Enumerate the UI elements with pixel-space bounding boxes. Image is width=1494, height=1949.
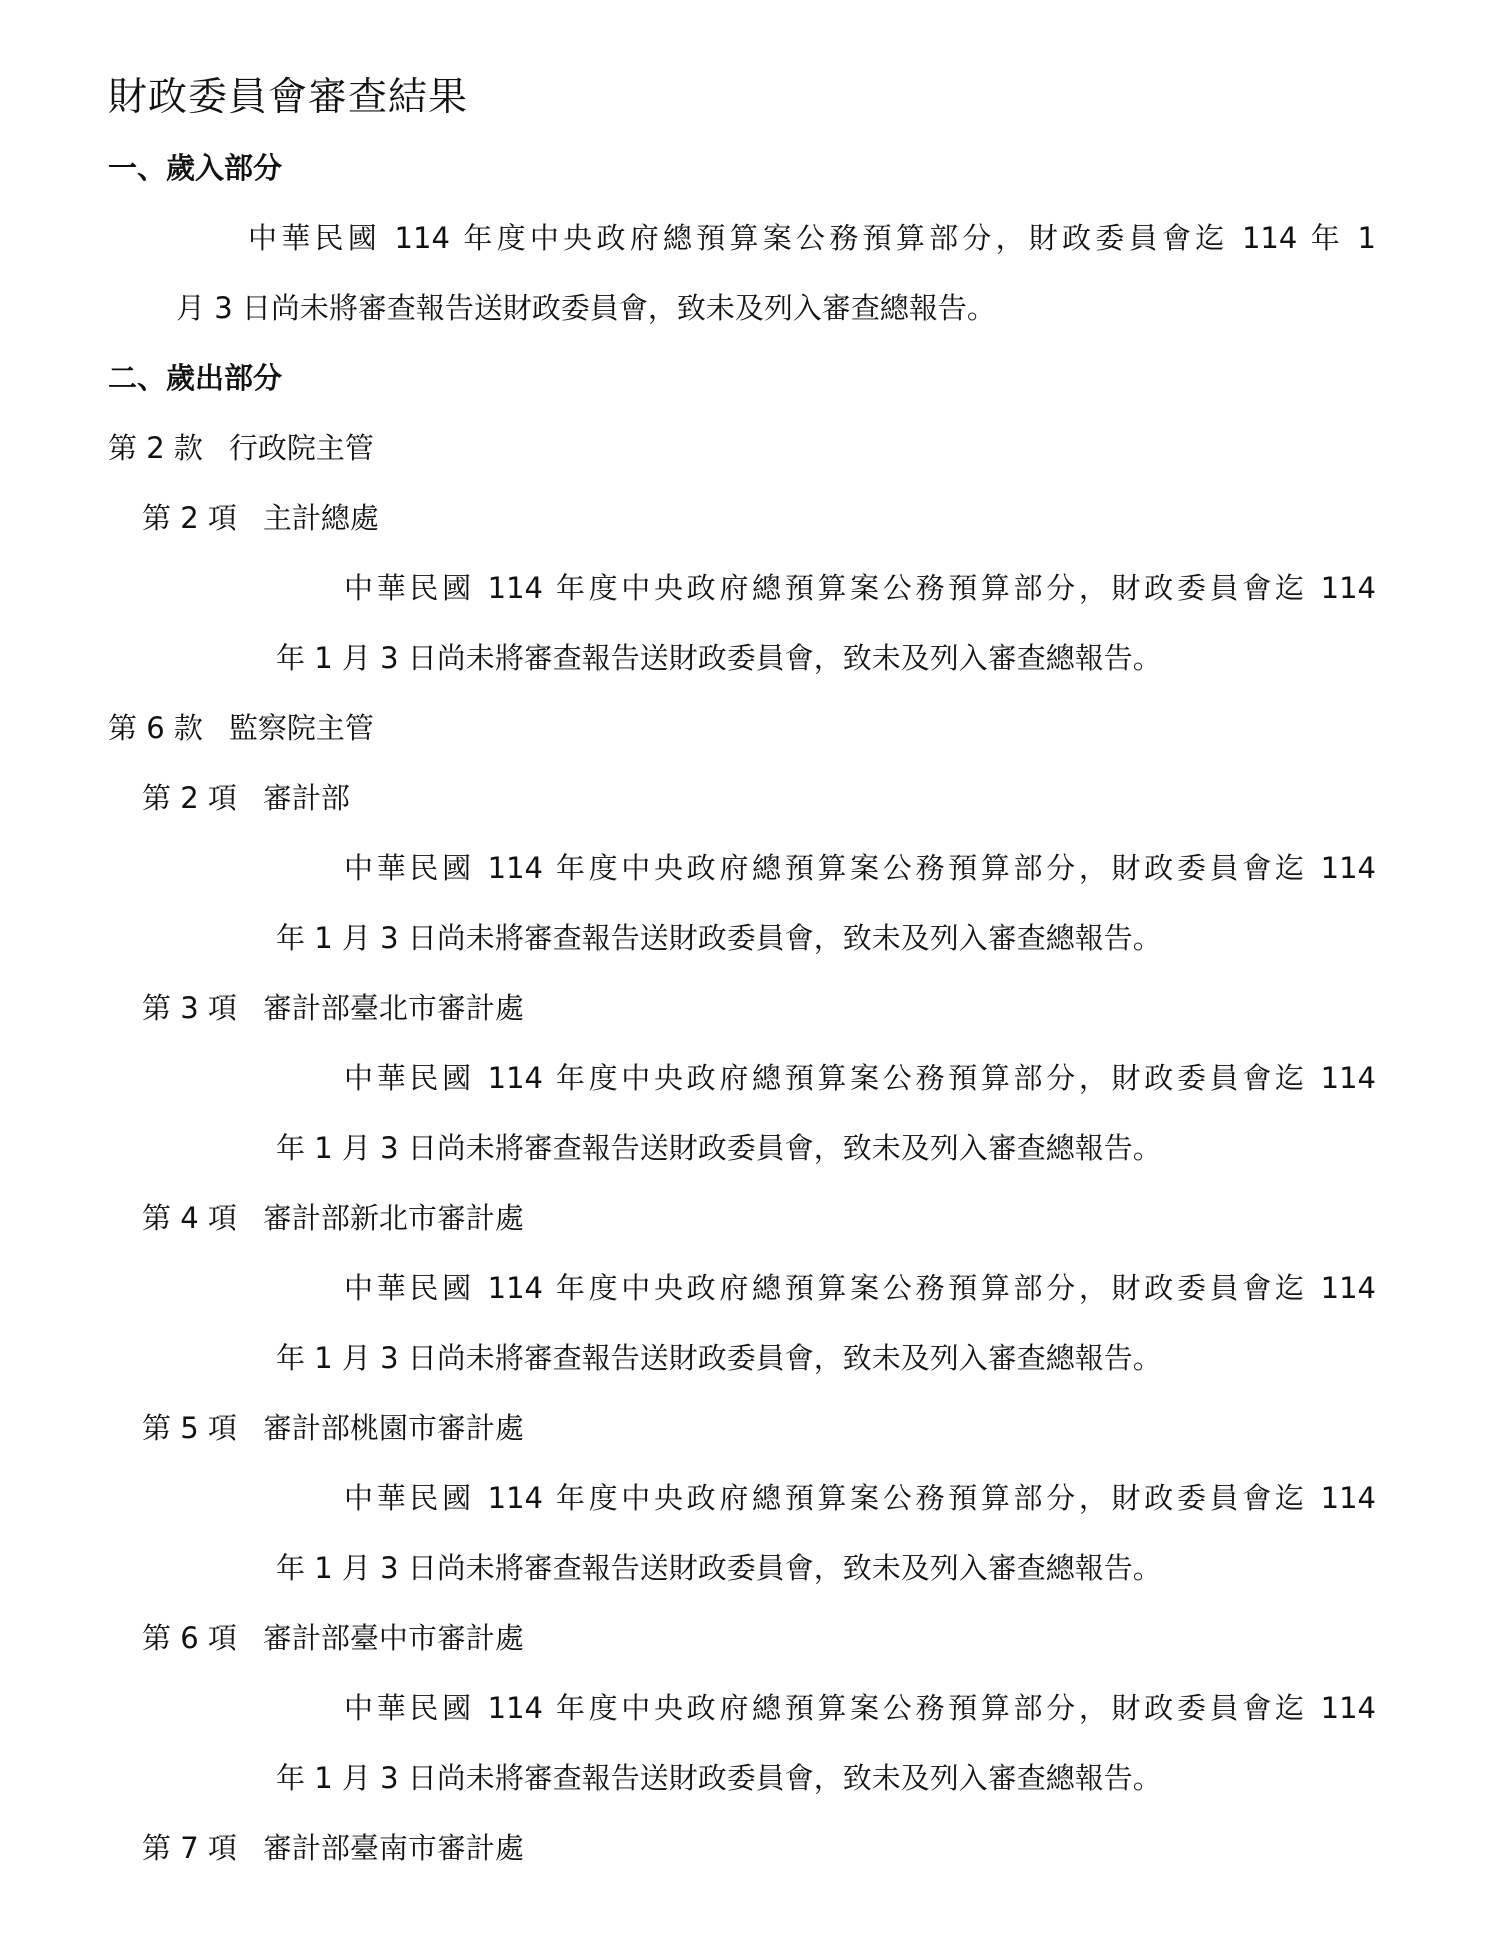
paragraph-line: 中華民國 114 年度中央政府總預算案公務預算部分，財政委員會迄 114 [344,1691,1376,1725]
paragraph-line: 年 1 月 3 日尚未將審查報告送財政委員會，致未及列入審查總報告。 [276,1761,1162,1795]
paragraph-line: 中華民國 114 年度中央政府總預算案公務預算部分，財政委員會迄 114 [344,1271,1376,1305]
paragraph-line: 中華民國 114 年度中央政府總預算案公務預算部分，財政委員會迄 114 [344,1061,1376,1095]
xiang-heading [142,1198,524,1238]
xiang-heading [142,1618,524,1658]
xiang-heading [142,988,524,1028]
xiang-number: 第 7 項 [142,1831,237,1865]
paragraph-line: 年 1 月 3 日尚未將審查報告送財政委員會，致未及列入審查總報告。 [276,1131,1162,1165]
xiang-number: 第 3 項 [142,991,237,1025]
paragraph-line: 年 1 月 3 日尚未將審查報告送財政委員會，致未及列入審查總報告。 [276,641,1162,675]
paragraph-line: 年 1 月 3 日尚未將審查報告送財政委員會，致未及列入審查總報告。 [276,1341,1162,1375]
xiang-name: 審計部臺北市審計處 [262,991,524,1025]
paragraph-line: 月 3 日尚未將審查報告送財政委員會，致未及列入審查總報告。 [176,291,996,325]
xiang-number: 第 4 項 [142,1201,237,1235]
kuan-name: 監察院主管 [228,711,374,745]
xiang-name: 主計總處 [262,501,379,535]
xiang-number: 第 2 項 [142,781,237,815]
paragraph-line: 年 1 月 3 日尚未將審查報告送財政委員會，致未及列入審查總報告。 [276,921,1162,955]
xiang-heading [142,498,379,538]
xiang-name: 審計部桃園市審計處 [262,1411,524,1445]
xiang-number: 第 5 項 [142,1411,237,1445]
paragraph-line: 中華民國 114 年度中央政府總預算案公務預算部分，財政委員會迄 114 [344,571,1376,605]
xiang-heading [142,1408,524,1448]
kuan-number: 第 2 款 [108,431,203,465]
xiang-name: 審計部 [262,781,350,815]
section-heading-expenditure: 二、歲出部分 [108,361,283,395]
paragraph-line: 年 1 月 3 日尚未將審查報告送財政委員會，致未及列入審查總報告。 [276,1551,1162,1585]
kuan-heading [108,428,374,468]
paragraph-line: 中華民國 114 年度中央政府總預算案公務預算部分，財政委員會迄 114 [344,851,1376,885]
paragraph-line: 中華民國 114 年度中央政府總預算案公務預算部分，財政委員會迄 114 [344,1481,1376,1515]
xiang-number: 第 2 項 [142,501,237,535]
xiang-heading [142,778,350,818]
xiang-name: 審計部新北市審計處 [262,1201,524,1235]
xiang-name: 審計部臺南市審計處 [262,1831,524,1865]
xiang-heading [142,1828,524,1868]
xiang-number: 第 6 項 [142,1621,237,1655]
paragraph-line: 中華民國 114 年度中央政府總預算案公務預算部分，財政委員會迄 114 年 1 [248,221,1376,255]
kuan-number: 第 6 款 [108,711,203,745]
section-heading-revenue: 一、歲入部分 [108,151,283,185]
xiang-name: 審計部臺中市審計處 [262,1621,524,1655]
kuan-heading [108,708,374,748]
page-title: 財政委員會審查結果 [108,75,469,120]
kuan-name: 行政院主管 [228,431,374,465]
